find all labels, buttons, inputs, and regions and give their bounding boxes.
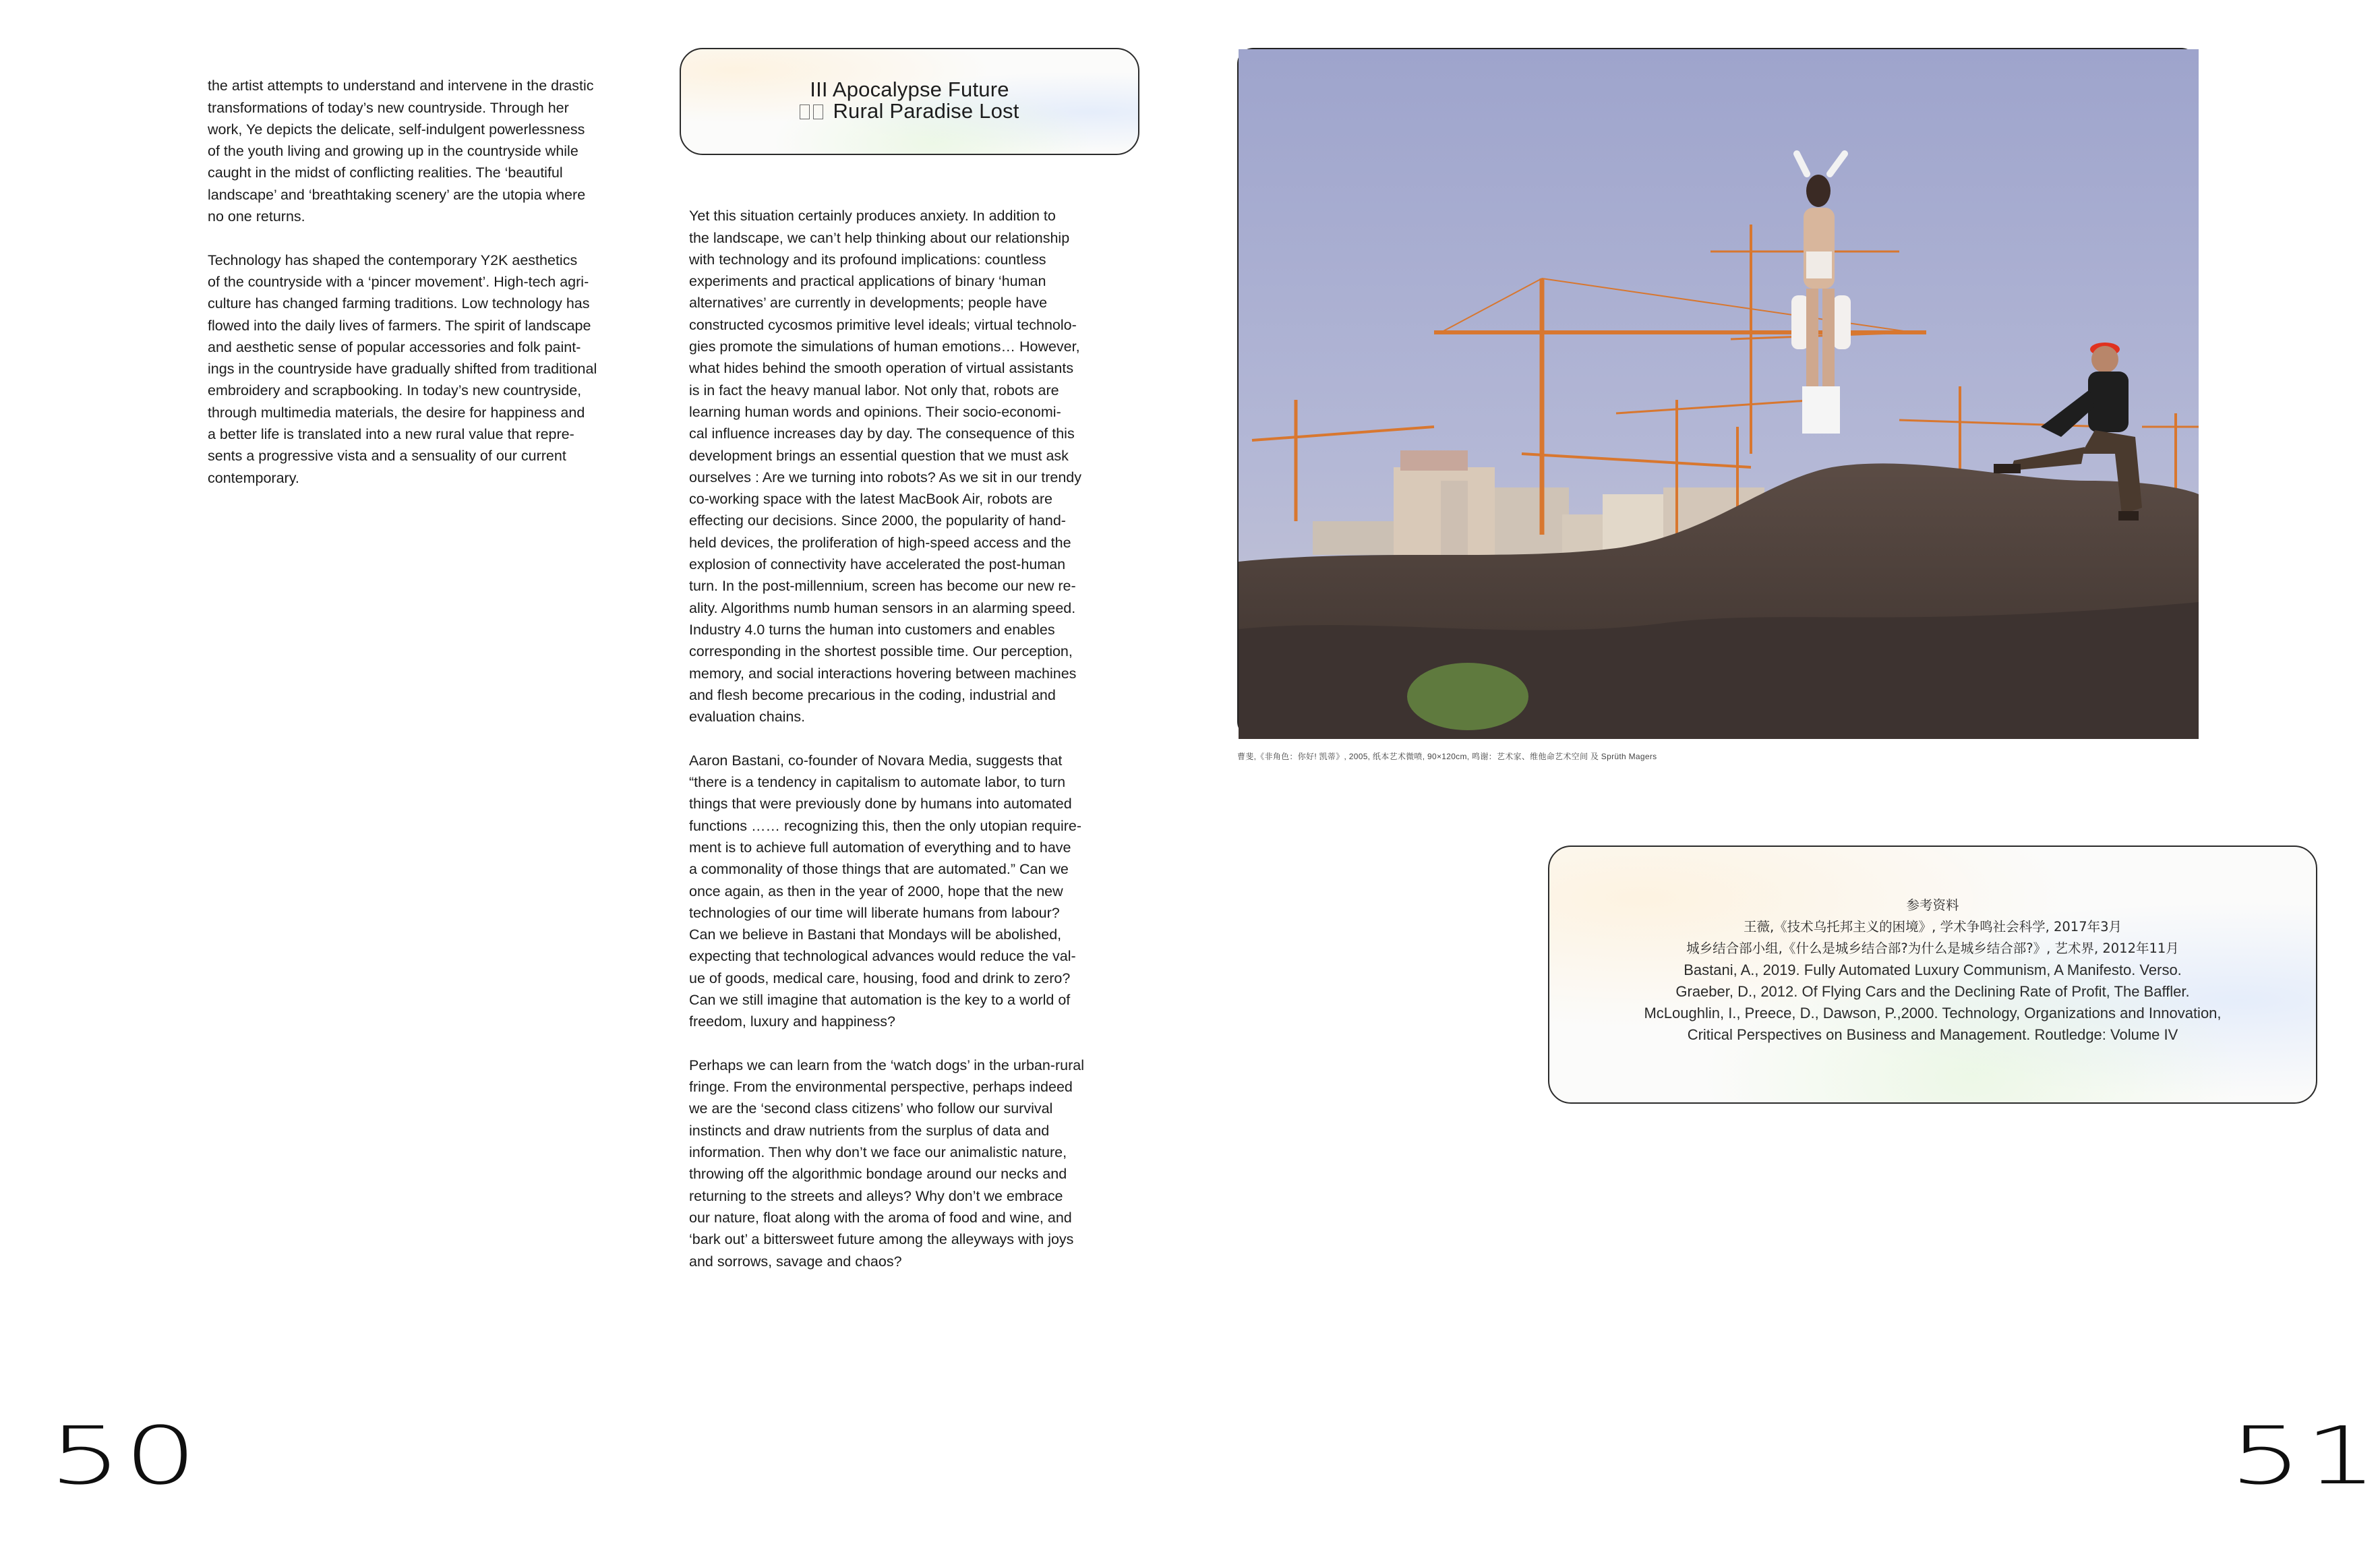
left-text-column	[208, 53, 666, 510]
reference-item: Critical Perspectives on Business and Management. Routledge: Volume IV	[1687, 1026, 2178, 1043]
artwork-photo	[1237, 48, 2197, 738]
section-title-line-2: Rural Paradise Lost	[833, 99, 1019, 123]
middle-text-column	[689, 183, 1154, 1294]
left-paragraph-2: Technology has shaped the contemporary Y2K aesthetics of the countryside with a ‘pincer movement’. High-tech agri- culture has changed farming traditions. Low technology has flowed into the daily lives of farmers. The spirit of landscape and aesthetic sense of popular accessories and folk paint- ings in the countryside have gradually shifted from traditional embroidery and scrapbooking. In today’s new countryside, through multimedia materials, the desire for happiness and a better life is translated into a new rural value that repre- sents a progressive vista and a sensuality of our current contemporary.	[208, 251, 597, 486]
reference-item: Graeber, D., 2012. Of Flying Cars and the Declining Rate of Profit, The Baffler.	[1675, 983, 2190, 1000]
photo-caption: 曹斐,《非角色：你好! 凯蒂》, 2005, 纸本艺术微喷, 90×120cm, 鸣谢：艺术家、维他命艺术空间 及 Sprüth Magers	[1237, 752, 1657, 761]
section-title-line-1: III Apocalypse Future	[810, 78, 1009, 101]
missing-glyph-icon	[800, 105, 810, 119]
middle-paragraph-3: Perhaps we can learn from the ‘watch dogs’ in the urban-rural fringe. From the environmental perspective, perhaps indeed we are the ‘second class citizens’ who follow our survival instincts and draw nutrients from the surplus of data and information. Then why don’t we face our animalistic nature, throwing off the algorithmic bondage around our necks and returning to the streets and alleys? Why don’t we embrace our nature, float along with the aroma of food and wine, and ‘bark out’ a bittersweet future among the alleyways with joys and sorrows, savage and chaos?	[689, 1057, 1084, 1270]
references-box	[1548, 846, 2317, 1104]
page-number-right: 51	[2229, 1409, 2380, 1502]
reference-item: Bastani, A., 2019. Fully Automated Luxury Communism, A Manifesto. Verso.	[1684, 961, 2182, 978]
middle-paragraph-1: Yet this situation certainly produces anxiety. In addition to the landscape, we can’t help thinking about our relationship with technology and its profound implications: countless experiments and practical applications of binary ‘human alternatives’ are currently in developments; people have constructed cycosmos primitive level ideals; virtual technolo- gies promote the simulations of human emotions… However, what hides behind the smooth operation of virtual assistants is in fact the heavy manual labor. Not only that, robots are learning human words and opinions. Their socio-economi- cal influence increases day by day. The consequence of this development brings an essential question that we must ask ourselves : Are we turning into robots? As we sit in our trendy co-working space with the latest MacBook Air, robots are effecting our decisions. Since 2000, the popularity of hand- held devices, the proliferation of high-speed access and the explosion of connectivity have accelerated the post-human turn. In the post-millennium, screen has become our new re- ality. Algorithms numb human sensors in an alarming speed. Industry 4.0 turns the human into customers and enables corresponding in the shortest possible time. Our perception, memory, and social interactions hovering between machines and flesh become precarious in the coding, industrial and evaluation chains.	[689, 208, 1081, 725]
missing-glyph-icon	[813, 105, 823, 119]
reference-item: 城乡结合部小组,《什么是城乡结合部?为什么是城乡结合部?》, 艺术界, 2012年11月	[1686, 941, 2179, 956]
references-heading: 参考资料	[1906, 897, 1959, 913]
artwork-illustration	[1239, 49, 2199, 739]
section-title-box	[680, 48, 1139, 155]
middle-paragraph-2: Aaron Bastani, co-founder of Novara Media, suggests that “there is a tendency in capitalism to automate labor, to turn things that were previously done by humans into automated functions …… recognizing this, then the only utopian require- ment is to achieve full automation of everything and to have a commonality of those things that are automated.” Can we once again, as then in the year of 2000, hope that the new technologies of our time will liberate humans from labour? Can we believe in Bastani that Mondays will be abolished, expecting that technological advances would reduce the val- ue of goods, medical care, housing, food and drink to zero? Can we still imagine that automation is the key to a world of freedom, luxury and happiness?	[689, 752, 1082, 1030]
reference-item: 王薇,《技术乌托邦主义的困境》, 学术争鸣社会科学, 2017年3月	[1743, 919, 2122, 935]
section-title-line-2-wrap	[681, 100, 1138, 122]
left-paragraph-1: the artist attempts to understand and intervene in the drastic transformations of today’s new countryside. Through her work, Ye depicts the delicate, self-indulgent powerlessness of the youth living and growing up in the countryside while caught in the midst of conflicting realities. The ‘beautiful landscape’ and ‘breathtaking scenery’ are the utopia where no one returns.	[208, 78, 594, 225]
green-shrub	[1407, 663, 1528, 730]
reference-item: McLoughlin, I., Preece, D., Dawson, P.,2000. Technology, Organizations and Innovation,	[1644, 1005, 2222, 1021]
page-number-left: 50	[49, 1409, 200, 1502]
